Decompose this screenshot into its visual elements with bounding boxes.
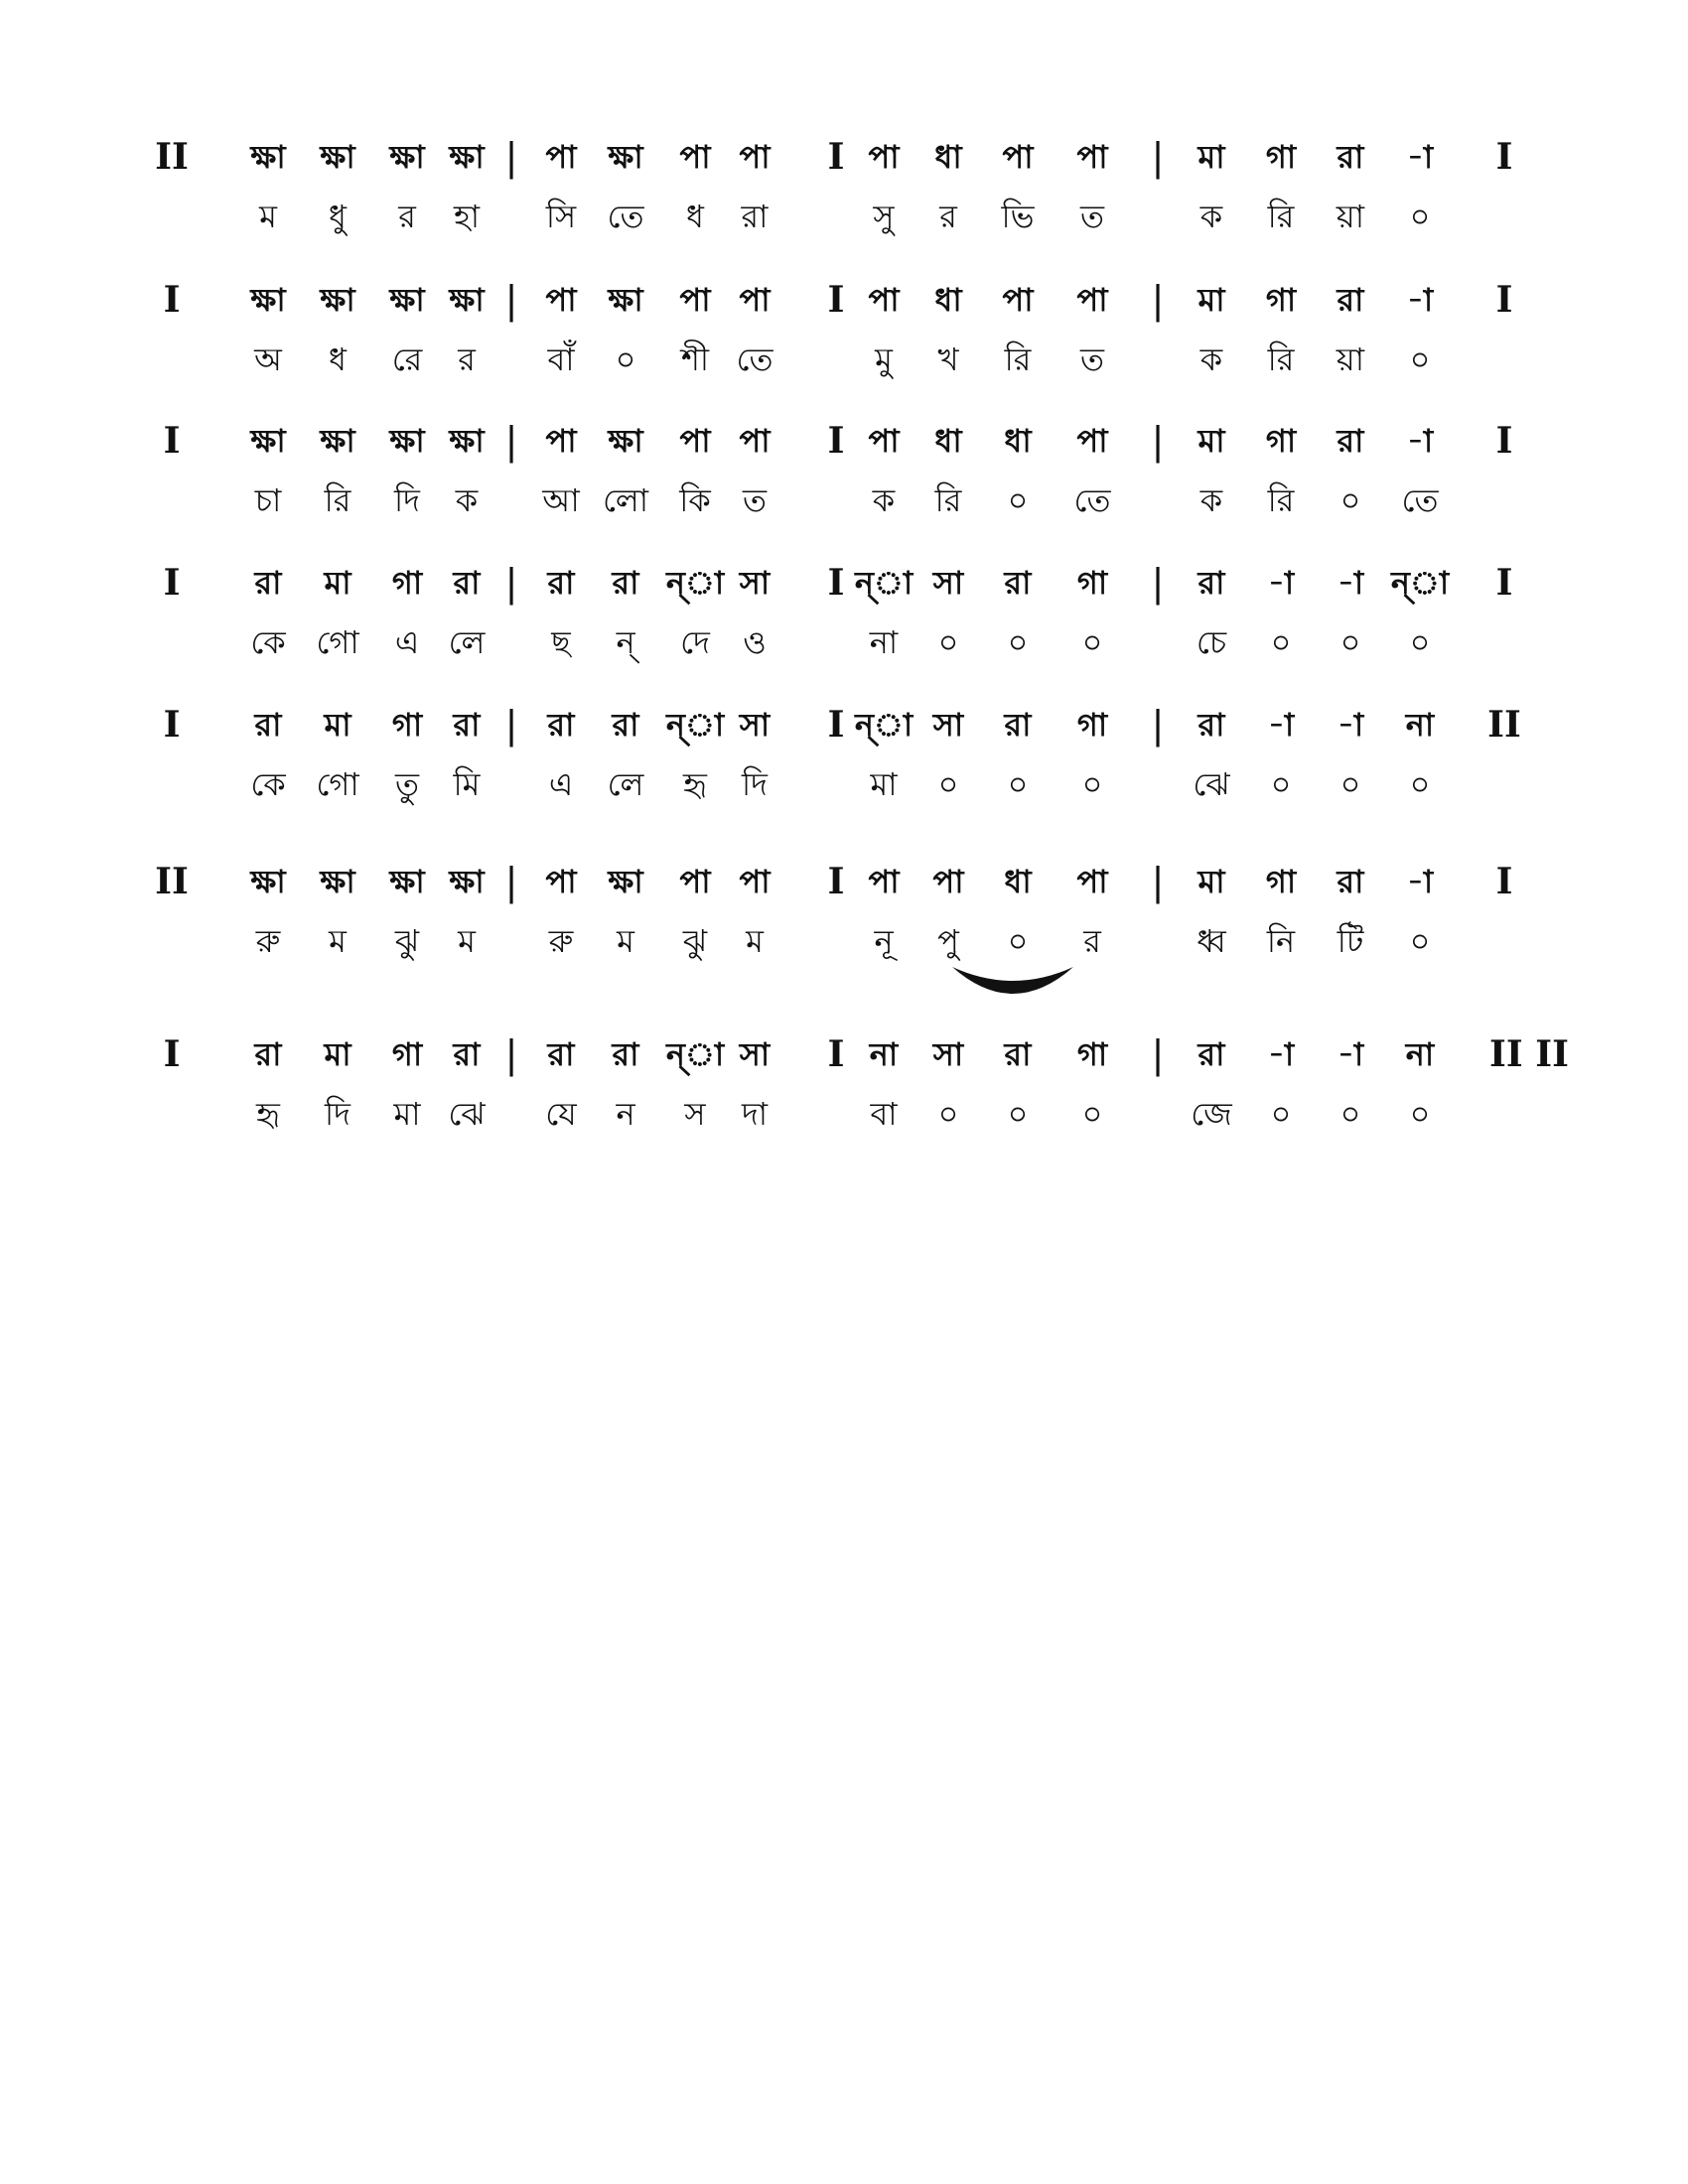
swara-note: পা [1076,281,1108,319]
lyric-syllable: নি [1266,922,1296,960]
swara-note: ধা [934,138,962,176]
swara-note: মা [1197,422,1225,460]
swara-note: ধা [1004,863,1032,900]
bar-line: I [827,279,845,321]
lyric-syllable: দা [741,1095,769,1133]
lyric-syllable: সি [545,198,577,235]
lyric-syllable: তে [736,341,774,378]
lyric-syllable: রি [1267,341,1295,378]
swara-note: না [1405,706,1435,744]
lyric-syllable: রা [741,198,769,235]
swara-note: -া [1336,1035,1364,1073]
swara-note: -া [1406,138,1434,176]
lyric-row [0,330,1688,389]
swara-note: রা [547,564,575,602]
swara-note: রা [254,1035,282,1073]
lyric-syllable: বা [870,1095,898,1133]
swara-note: মা [1197,138,1225,176]
lyric-syllable: ম [458,922,476,960]
swara-note: ক্ষা [250,863,286,900]
lyric-row [0,471,1688,530]
lyric-syllable: চা [254,481,282,519]
swara-note: ক্ষা [389,863,425,900]
swara-note: পা [679,138,711,176]
swara-note: রা [254,564,282,602]
swara-note: রা [547,706,575,744]
lyric-syllable: গো [316,765,359,803]
swara-note: রা [612,1035,639,1073]
bar-line: | [504,860,518,903]
swara-note: পা [739,422,771,460]
swara-note: গা [391,564,423,602]
lyric-syllable: কে [250,765,286,803]
lyric-syllable: য়া [1336,341,1365,378]
lyric-syllable: র [398,198,416,235]
lyric-syllable: ০ [1007,922,1029,960]
swara-note: ধা [934,281,962,319]
swara-note: মা [324,1035,352,1073]
swara-note: পা [739,863,771,900]
swara-note: ক্ষা [250,422,286,460]
lyric-syllable: এ [548,765,574,803]
lyric-row [0,1084,1688,1144]
bar-line: I [1495,136,1513,178]
swara-note: পা [545,138,577,176]
swara-note: সা [739,1035,771,1073]
swara-note: মা [324,564,352,602]
lyric-syllable: ০ [1270,765,1292,803]
swara-note: পা [1076,422,1108,460]
swara-note: ন্া [665,706,725,744]
bar-line: II [1487,704,1521,746]
swara-note: রা [453,706,481,744]
lyric-syllable: দে [680,623,710,661]
swara-note: রা [1336,138,1364,176]
lyric-syllable: ক [1199,481,1223,519]
lyric-syllable: না [869,623,899,661]
swara-note: রা [1197,706,1225,744]
bar-line: I [827,562,845,604]
swara-note: রা [1336,281,1364,319]
swara-note: সা [739,706,771,744]
lyric-syllable: ন্ [616,623,635,661]
bar-line: | [1151,561,1165,605]
lyric-syllable: ত [1079,198,1104,235]
swara-note: ধা [1004,422,1032,460]
lyric-syllable: ধ [686,198,704,235]
swara-note: -া [1267,706,1295,744]
swara-note: -া [1406,863,1434,900]
lyric-syllable: নূ [874,922,894,960]
swara-note: ক্ষা [320,863,355,900]
bar-line: II [155,136,189,178]
bar-line: I [163,562,181,604]
swara-note: রা [612,564,639,602]
lyric-syllable: রি [1267,481,1295,519]
swara-note: গা [391,706,423,744]
lyric-syllable: ম [617,922,634,960]
bar-line: I [163,1033,181,1075]
lyric-syllable: আ [542,481,580,519]
swara-note: ক্ষা [320,281,355,319]
lyric-syllable: ০ [1409,1095,1431,1133]
swara-row [0,127,1688,187]
bar-line: I [827,136,845,178]
swara-note: পা [545,863,577,900]
swara-note: রা [1004,706,1032,744]
swara-note: -া [1267,564,1295,602]
lyric-syllable: সু [873,198,895,235]
lyric-syllable: ০ [1409,765,1431,803]
lyric-syllable: ধ্ব [1196,922,1226,960]
lyric-syllable: কি [679,481,711,519]
swara-note: মা [324,706,352,744]
swara-note: সা [932,706,964,744]
swara-note: পা [932,863,964,900]
lyric-syllable: দি [394,481,420,519]
bar-line: I [827,420,845,462]
bar-line: I [1495,279,1513,321]
swara-note: পা [1002,281,1034,319]
bar-line: | [504,278,518,322]
lyric-syllable: ০ [1270,623,1292,661]
lyric-syllable: ০ [1409,341,1431,378]
swara-note: মা [1197,281,1225,319]
lyric-row [0,754,1688,814]
swara-note: পা [545,281,577,319]
lyric-syllable: বাঁ [547,341,575,378]
swara-note: ক্ষা [449,281,485,319]
lyric-syllable: ০ [1409,623,1431,661]
lyric-row [0,187,1688,246]
swara-note: পা [739,281,771,319]
swara-row [0,270,1688,330]
lyric-syllable: রি [1267,198,1295,235]
lyric-syllable: ধ [329,341,347,378]
lyric-syllable: হৃ [683,765,707,803]
lyric-syllable: ০ [1007,1095,1029,1133]
lyric-syllable: রু [548,922,574,960]
lyric-syllable: ০ [1081,623,1103,661]
lyric-syllable: র [1083,922,1101,960]
swara-note: -া [1267,1035,1295,1073]
swara-note: রা [1004,1035,1032,1073]
lyric-syllable: ০ [1409,198,1431,235]
swara-note: পা [868,281,900,319]
lyric-syllable: ক [1199,198,1223,235]
lyric-syllable: মা [393,1095,421,1133]
lyric-syllable: ঝে [448,1095,486,1133]
lyric-syllable: মু [875,341,893,378]
swara-note: গা [391,1035,423,1073]
lyric-syllable: ০ [1339,765,1361,803]
bar-line: | [504,1032,518,1076]
swara-note: ক্ষা [250,281,286,319]
swara-note: -া [1336,706,1364,744]
lyric-syllable: ম [259,198,277,235]
swara-note: মা [1197,863,1225,900]
bar-line: I [163,704,181,746]
swara-note: সা [932,564,964,602]
lyric-syllable: ০ [1339,1095,1361,1133]
swara-row [0,553,1688,613]
lyric-syllable: মি [453,765,481,803]
lyric-syllable: ছ [551,623,571,661]
swara-note: পা [679,422,711,460]
lyric-syllable: র [939,198,957,235]
lyric-syllable: ০ [937,623,959,661]
swara-note: ক্ষা [320,422,355,460]
swara-note: গা [1076,706,1108,744]
swara-note: না [869,1035,899,1073]
bar-line: | [1151,135,1165,179]
lyric-row [0,613,1688,672]
swara-note: ক্ষা [389,281,425,319]
swara-note: ক্ষা [608,281,643,319]
lyric-syllable: ০ [937,765,959,803]
lyric-syllable: শী [680,341,710,378]
bar-line: | [1151,419,1165,463]
lyric-syllable: ত [742,481,767,519]
lyric-syllable: রি [934,481,962,519]
lyric-syllable: পু [937,922,959,960]
lyric-syllable: টি [1336,922,1364,960]
lyric-syllable: ভি [1001,198,1035,235]
bar-line: I [1495,420,1513,462]
swara-note: সা [739,564,771,602]
bar-line: | [1151,860,1165,903]
lyric-syllable: ০ [1007,623,1029,661]
swara-note: ন্া [854,706,914,744]
lyric-syllable: ঝু [682,922,708,960]
bar-line: II [155,861,189,902]
lyric-syllable: রি [324,481,352,519]
bar-line: I [827,1033,845,1075]
swara-note: ন্া [1390,564,1450,602]
swara-note: রা [254,706,282,744]
swara-note: গা [1265,863,1297,900]
lyric-syllable: তে [1401,481,1439,519]
lyric-syllable: ম [329,922,347,960]
lyric-syllable: য়া [1336,198,1365,235]
lyric-syllable: মা [870,765,898,803]
lyric-syllable: জে [1191,1095,1232,1133]
swara-note: পা [1002,138,1034,176]
bar-line: I [1495,861,1513,902]
bar-line: | [504,703,518,747]
swara-note: সা [932,1035,964,1073]
lyric-syllable: ঝু [394,922,420,960]
swara-note: পা [1076,863,1108,900]
lyric-syllable: স [684,1095,706,1133]
bar-line: I [827,704,845,746]
swara-note: ক্ষা [320,138,355,176]
lyric-syllable: ০ [1270,1095,1292,1133]
swara-note: পা [868,138,900,176]
bar-line: | [1151,278,1165,322]
lyric-syllable: দি [325,1095,351,1133]
swara-note: গা [1265,422,1297,460]
lyric-syllable: তে [1073,481,1111,519]
bar-line: I [163,279,181,321]
lyric-syllable: অ [254,341,282,378]
swara-note: রা [1197,564,1225,602]
swara-note: -া [1406,422,1434,460]
lyric-syllable: রি [1004,341,1032,378]
swara-row [0,695,1688,754]
swara-note: রা [453,564,481,602]
swara-note: রা [547,1035,575,1073]
lyric-syllable: দি [742,765,768,803]
swara-note: রা [1004,564,1032,602]
lyric-syllable: র [458,341,476,378]
swara-note: ক্ষা [250,138,286,176]
lyric-row [0,911,1688,971]
bar-line: | [1151,703,1165,747]
lyric-syllable: ০ [1081,765,1103,803]
swara-note: -া [1406,281,1434,319]
swara-note: রা [1336,422,1364,460]
swara-note: ক্ষা [389,422,425,460]
lyric-syllable: গো [316,623,359,661]
swara-row [0,852,1688,911]
swara-note: পা [679,863,711,900]
swara-note: পা [868,863,900,900]
bar-line: | [504,561,518,605]
swara-note: পা [545,422,577,460]
swara-note: রা [1336,863,1364,900]
lyric-syllable: ০ [937,1095,959,1133]
lyric-syllable: লে [607,765,644,803]
lyric-syllable: ০ [1081,1095,1103,1133]
lyric-syllable: রু [255,922,281,960]
lyric-syllable: ম [746,922,764,960]
swara-note: পা [739,138,771,176]
swara-note: রা [453,1035,481,1073]
lyric-syllable: ০ [615,341,636,378]
swara-note: রা [1197,1035,1225,1073]
swara-note: ক্ষা [608,138,643,176]
bar-line: II II [1489,1033,1569,1075]
swara-note: না [1405,1035,1435,1073]
lyric-syllable: ০ [1409,922,1431,960]
slur-mark [948,959,1077,1009]
swara-note: পা [1076,138,1108,176]
lyric-syllable: ধু [329,198,347,235]
lyric-syllable: ক [1199,341,1223,378]
swara-note: গা [1265,281,1297,319]
swara-note: ন্া [665,564,725,602]
swara-note: ক্ষা [608,422,643,460]
lyric-syllable: লে [448,623,486,661]
swara-note: ক্ষা [449,138,485,176]
lyric-syllable: হৃ [256,1095,280,1133]
lyric-syllable: এ [394,623,420,661]
lyric-syllable: ন [616,1095,635,1133]
lyric-syllable: তে [607,198,644,235]
lyric-syllable: ০ [1007,481,1029,519]
swara-note: ক্ষা [389,138,425,176]
lyric-syllable: ক [872,481,896,519]
lyric-syllable: ০ [1339,481,1361,519]
lyric-syllable: লো [602,481,649,519]
lyric-syllable: ও [743,623,767,661]
swara-note: ন্া [854,564,914,602]
bar-line: I [1495,562,1513,604]
lyric-syllable: ক [455,481,479,519]
lyric-syllable: ০ [1007,765,1029,803]
swara-note: ন্া [665,1035,725,1073]
swara-note: ক্ষা [449,863,485,900]
lyric-syllable: তু [394,765,419,803]
lyric-syllable: ত [1079,341,1104,378]
lyric-syllable: ঝে [1193,765,1230,803]
swara-note: -া [1336,564,1364,602]
swara-note: পা [679,281,711,319]
swara-row [0,411,1688,471]
swara-note: গা [1265,138,1297,176]
swara-note: ধা [934,422,962,460]
swara-note: ক্ষা [608,863,643,900]
bar-line: | [504,419,518,463]
swara-note: ক্ষা [449,422,485,460]
bar-line: I [163,420,181,462]
bar-line: I [827,861,845,902]
swara-note: গা [1076,1035,1108,1073]
lyric-syllable: রে [391,341,423,378]
bar-line: | [504,135,518,179]
lyric-syllable: কে [250,623,286,661]
lyric-syllable: খ [937,341,959,378]
lyric-syllable: যে [545,1095,577,1133]
lyric-syllable: ০ [1339,623,1361,661]
swara-note: পা [868,422,900,460]
lyric-syllable: হা [453,198,481,235]
lyric-syllable: চে [1196,623,1227,661]
swara-note: গা [1076,564,1108,602]
swara-note: রা [612,706,639,744]
bar-line: | [1151,1032,1165,1076]
swara-row [0,1024,1688,1084]
